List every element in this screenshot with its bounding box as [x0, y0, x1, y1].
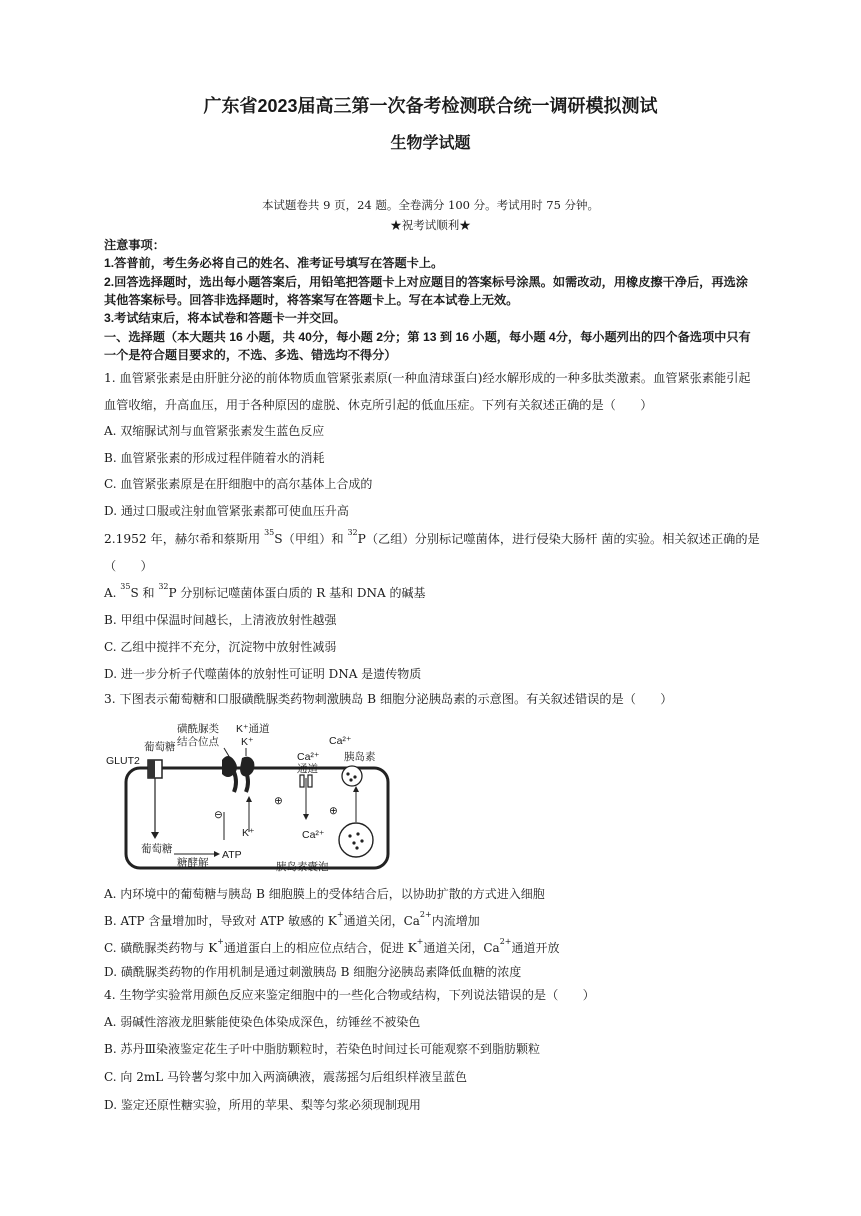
- insulin-secretion-diagram: [104, 720, 404, 880]
- q2-option-a: A. $^{35}$S 和 $^{32}$P 分别标记噬菌体蛋白质的 R 基和 DNA 的碱基: [104, 582, 426, 600]
- q3-stem: 3. 下图表示葡萄糖和口服磺酰脲类药物刺激胰岛 B 细胞分泌胰岛素的示意图。有关叙述错误的是（ ）: [104, 692, 673, 706]
- note-item-1: 1.答普前，考生务必将自己的姓名、准考证号填写在答题卡上。: [104, 256, 444, 270]
- inhibit-sign: ⊖: [214, 809, 223, 821]
- ca-top-label: Ca²⁺: [329, 735, 352, 747]
- q4-option-d: D. 鉴定还原性糖实验，所用的苹果、梨等匀浆必须现制现用: [104, 1098, 421, 1112]
- vesicle-label: 胰岛素囊泡: [276, 861, 329, 873]
- insulin-vesicle: [339, 823, 373, 857]
- q1-option-c: C. 血管紧张素原是在肝细胞中的高尔基体上合成的: [104, 477, 373, 491]
- glut2-half: [148, 760, 155, 778]
- q4-option-c: C. 向 2mL 马铃薯匀浆中加入两滴碘液，震荡摇匀后组织样液呈蓝色: [104, 1070, 467, 1084]
- glucose-outside-label: 葡萄糖: [144, 741, 176, 753]
- sulfonyl-label-2: 结合位点: [177, 736, 219, 748]
- note-item-2: 2.回答选择题时，选出每小题答案后，用铅笔把答题卡上对应题目的答案标号涂黑。如需改动，用橡皮擦干净后，再选涂: [104, 275, 748, 289]
- k-inner-label: K⁺: [242, 827, 255, 839]
- q2-option-c: C. 乙组中搅拌不充分，沉淀物中放射性减弱: [104, 640, 337, 654]
- promote-sign-1: ⊕: [274, 795, 283, 807]
- q3-option-b: B. ATP 含量增加时，导致对 ATP 敏感的 K+通道关闭，$Ca^{2+}$内流增加: [104, 910, 480, 928]
- notes-heading: 注意事项：: [104, 238, 165, 252]
- q1-option-d: D. 通过口服或注射血管紧张素都可使血压升高: [104, 504, 349, 518]
- q2-stem: 2.1952 年，赫尔希和蔡斯用 $^{35}$S（甲组）和 $^{32}$P（乙组）分别标记噬菌体，进行侵染大肠杆 菌的实验。相关叙述正确的是: [104, 528, 760, 546]
- glycolysis-label: 糖酵解: [177, 857, 209, 869]
- k-plus-top: K⁺: [241, 736, 254, 748]
- section-heading: 一、选择题（本大题共 16 小题，共 40分，每小题 2分；第 13 到 16 小题，每小题 4分，每小题列出的四个备选项中只有: [104, 330, 751, 344]
- glut2-label: GLUT2: [106, 755, 140, 767]
- insulin-granule: [342, 766, 362, 786]
- ca-inner-label: Ca²⁺: [302, 829, 325, 841]
- note-item-2-cont: 其他答案标号。回答非选择题时，将答案写在答题卡上。写在本试卷上无效。: [104, 293, 519, 307]
- note-item-3: 3.考试结束后，将本试卷和答题卡一并交回。: [104, 311, 346, 325]
- sulfonyl-label-1: 磺酰脲类: [177, 723, 219, 735]
- ca-channel-label-2: 通道: [297, 763, 318, 775]
- q4-stem: 4. 生物学实验常用颜色反应来鉴定细胞中的一些化合物或结构，下列说法错误的是（ ）: [104, 988, 595, 1002]
- ca-channel-label-1: Ca²⁺: [297, 751, 320, 763]
- q2-option-b: B. 甲组中保温时间越长，上清液放射性越强: [104, 613, 337, 627]
- exam-info: 本试题卷共 9 页，24 题。全卷满分 100 分。考试用时 75 分钟。: [261, 198, 600, 212]
- q1-option-b: B. 血管紧张素的形成过程伴随着水的消耗: [104, 451, 325, 465]
- exam-title: 广东省2023届高三第一次备考检测联合统一调研模拟测试: [203, 96, 658, 116]
- q2-option-d: D. 进一步分析子代噬菌体的放射性可证明 DNA 是遗传物质: [104, 667, 422, 681]
- q1-option-a: A. 双缩脲试剂与血管紧张素发生蓝色反应: [104, 424, 325, 438]
- good-luck-line: ★祝考试顺利★: [390, 218, 471, 232]
- glucose-inside-label: 葡萄糖: [141, 843, 173, 855]
- q3-option-d: D. 磺酰脲类药物的作用机制是通过刺激胰岛 B 细胞分泌胰岛素降低血糖的浓度: [104, 965, 522, 979]
- q1-stem: 1. 血管紧张素是由肝脏分泌的前体物质血管紧张素原(一种血清球蛋白)经水解形成的一种多肽类激素。血管紧张素能引起: [104, 371, 751, 385]
- q1-stem-cont: 血管收缩，升高血压，用于各种原因的虚脱、休克所引起的低血压症。下列有关叙述正确的是（ ）: [104, 398, 653, 412]
- q4-option-b: B. 苏丹Ⅲ染液鉴定花生子叶中脂肪颗粒时，若染色时间过长可能观察不到脂肪颗粒: [104, 1042, 541, 1056]
- section-heading-cont: 一个是符合题目要求的，不选、多选、错选均不得分）: [104, 348, 397, 362]
- q2-stem-cont: （ ）: [104, 559, 153, 573]
- promote-sign-2: ⊕: [329, 805, 338, 817]
- exam-subtitle: 生物学试题: [390, 135, 471, 152]
- q3-option-a: A. 内环境中的葡萄糖与胰岛 B 细胞膜上的受体结合后，以协助扩散的方式进入细胞: [104, 887, 545, 901]
- atp-label: ATP: [222, 849, 242, 861]
- k-channel-label: K⁺通道: [236, 723, 270, 735]
- insulin-label: 胰岛素: [344, 751, 376, 763]
- q3-option-c: C. 磺酰脲类药物与 K+通道蛋白上的相应位点结合，促进 K+通道关闭，$Ca^{2+}$通道开放: [104, 937, 560, 955]
- q4-option-a: A. 弱碱性溶液龙胆紫能使染色体染成深色，纺锤丝不被染色: [104, 1015, 421, 1029]
